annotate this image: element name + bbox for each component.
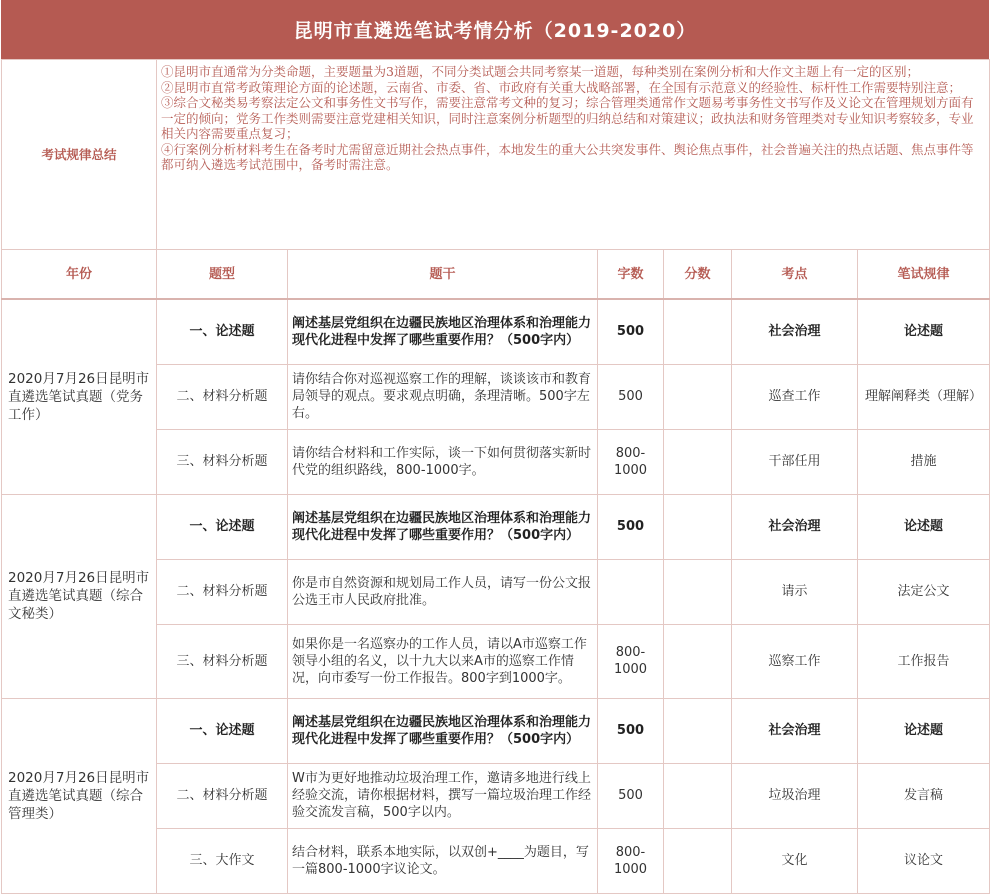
words-cell: 500 xyxy=(598,299,664,364)
rule-cell: 法定公文 xyxy=(858,559,990,624)
point-cell: 干部任用 xyxy=(732,429,858,494)
header-row xyxy=(2,250,990,300)
words-cell: 500 xyxy=(598,494,664,559)
type-cell: 二、材料分析题 xyxy=(157,763,288,828)
score-cell xyxy=(664,429,732,494)
header-rule: 笔试规律 xyxy=(858,250,990,300)
words-cell: 800-1000 xyxy=(598,624,664,698)
point-cell: 请示 xyxy=(732,559,858,624)
table-row xyxy=(2,299,990,364)
page-title: 昆明市直遴选笔试考情分析（2019-2020） xyxy=(1,0,989,59)
stem-cell: 请你结合你对巡视巡察工作的理解，谈谈该市和教育局领导的观点。要求观点明确，条理清晰。500字左右。 xyxy=(288,364,598,429)
point-cell: 巡察工作 xyxy=(732,624,858,698)
summary-label: 考试规律总结 xyxy=(2,60,157,250)
score-cell xyxy=(664,828,732,893)
rule-cell: 发言稿 xyxy=(858,763,990,828)
rule-cell: 论述题 xyxy=(858,299,990,364)
type-cell: 三、材料分析题 xyxy=(157,624,288,698)
stem-cell: 阐述基层党组织在边疆民族地区治理体系和治理能力现代化进程中发挥了哪些重要作用？（500字内） xyxy=(288,494,598,559)
year-cell: 2020月7月26日昆明市直遴选笔试真题（综合文秘类） xyxy=(2,494,157,698)
type-cell: 一、论述题 xyxy=(157,299,288,364)
type-cell: 三、大作文 xyxy=(157,828,288,893)
score-cell xyxy=(664,624,732,698)
summary-row xyxy=(2,60,990,250)
score-cell xyxy=(664,299,732,364)
analysis-table xyxy=(1,59,990,894)
rule-cell: 措施 xyxy=(858,429,990,494)
stem-cell: 你是市自然资源和规划局工作人员，请写一份公文报公选王市人民政府批准。 xyxy=(288,559,598,624)
rule-cell: 论述题 xyxy=(858,494,990,559)
point-cell: 巡查工作 xyxy=(732,364,858,429)
header-year: 年份 xyxy=(2,250,157,300)
point-cell: 垃圾治理 xyxy=(732,763,858,828)
words-cell: 800-1000 xyxy=(598,828,664,893)
summary-line: ②昆明市直常考政策理论方面的论述题，云南省、市委、省、市政府有关重大战略部署，在全国有示范意义的经验性、标杆性工作需要特别注意； xyxy=(161,79,962,95)
summary-line: ①昆明市直通常为分类命题，主要题量为3道题，不同分类试题会共同考察某一道题，每种类别在案例分析和大作文主题上有一定的区别； xyxy=(161,64,919,79)
header-stem: 题干 xyxy=(288,250,598,300)
score-cell xyxy=(664,494,732,559)
type-cell: 一、论述题 xyxy=(157,698,288,763)
table-row xyxy=(2,698,990,763)
header-type: 题型 xyxy=(157,250,288,300)
point-cell: 社会治理 xyxy=(732,494,858,559)
stem-cell: 阐述基层党组织在边疆民族地区治理体系和治理能力现代化进程中发挥了哪些重要作用？（500字内） xyxy=(288,698,598,763)
words-cell xyxy=(598,559,664,624)
stem-cell: 结合材料，联系本地实际，以双创+____为题目，写一篇800-1000字议论文。 xyxy=(288,828,598,893)
words-cell: 800-1000 xyxy=(598,429,664,494)
header-point: 考点 xyxy=(732,250,858,300)
table-row xyxy=(2,494,990,559)
type-cell: 二、材料分析题 xyxy=(157,559,288,624)
stem-cell: 请你结合材料和工作实际，谈一下如何贯彻落实新时代党的组织路线，800-1000字。 xyxy=(288,429,598,494)
words-cell: 500 xyxy=(598,698,664,763)
summary-line: ③综合文秘类易考察法定公文和事务性文书写作，需要注意常考文种的复习；综合管理类通常作文题易考事务性文书写作及义论文在管理规划方面有一定的倾向；党务工作类则需要注意党建相关知识，同时注意案例分析题型的归纳总结和对策建议；政执法和财务管理类对专业知识考察较多，专业相关内容需要重点复习； xyxy=(161,95,974,141)
stem-cell: 阐述基层党组织在边疆民族地区治理体系和治理能力现代化进程中发挥了哪些重要作用？（500字内） xyxy=(288,299,598,364)
rule-cell: 工作报告 xyxy=(858,624,990,698)
score-cell xyxy=(664,364,732,429)
point-cell: 文化 xyxy=(732,828,858,893)
score-cell xyxy=(664,559,732,624)
type-cell: 一、论述题 xyxy=(157,494,288,559)
header-score: 分数 xyxy=(664,250,732,300)
point-cell: 社会治理 xyxy=(732,698,858,763)
rule-cell: 理解阐释类（理解） xyxy=(858,364,990,429)
year-cell: 2020月7月26日昆明市直遴选笔试真题（党务工作） xyxy=(2,299,157,494)
summary-line: ④行案例分析材料考生在备考时尤需留意近期社会热点事件，本地发生的重大公共突发事件、舆论焦点事件，社会普遍关注的热点话题、焦点事件等都可纳入遴选考试范围中，备考时需注意。 xyxy=(161,141,974,172)
type-cell: 二、材料分析题 xyxy=(157,364,288,429)
summary-text xyxy=(157,60,990,250)
stem-cell: 如果你是一名巡察办的工作人员，请以A市巡察工作领导小组的名义，以十九大以来A市的巡察工作情况，向市委写一份工作报告。800字到1000字。 xyxy=(288,624,598,698)
score-cell xyxy=(664,698,732,763)
year-cell: 2020月7月26日昆明市直遴选笔试真题（综合管理类） xyxy=(2,698,157,893)
rule-cell: 议论文 xyxy=(858,828,990,893)
point-cell: 社会治理 xyxy=(732,299,858,364)
type-cell: 三、材料分析题 xyxy=(157,429,288,494)
header-words: 字数 xyxy=(598,250,664,300)
words-cell: 500 xyxy=(598,364,664,429)
score-cell xyxy=(664,763,732,828)
words-cell: 500 xyxy=(598,763,664,828)
stem-cell: W市为更好地推动垃圾治理工作，邀请多地进行线上经验交流，请你根据材料，撰写一篇垃圾治理工作经验交流发言稿，500字以内。 xyxy=(288,763,598,828)
rule-cell: 论述题 xyxy=(858,698,990,763)
